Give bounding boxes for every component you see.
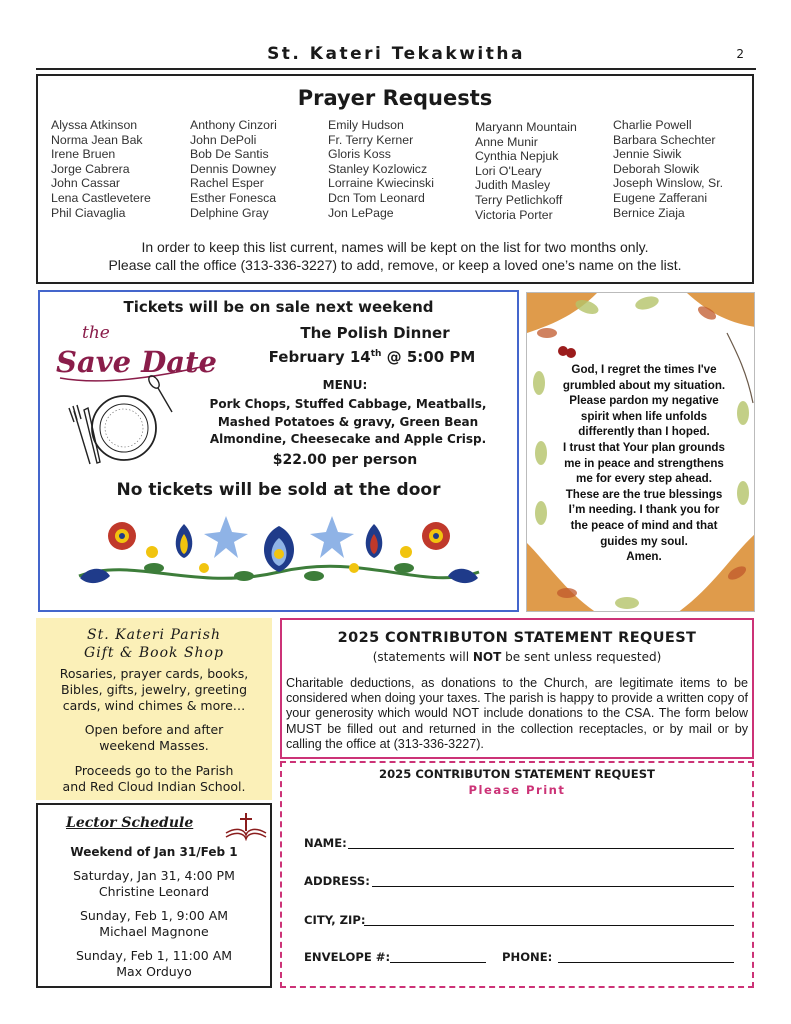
- prayer-name: Norma Jean Bak: [51, 132, 143, 147]
- gift-proceeds-line: Proceeds go to the Parish: [74, 763, 234, 778]
- prayer-name: Terry Petlichkoff: [475, 192, 563, 207]
- prayer-name: Barbara Schechter: [613, 132, 716, 147]
- lector-time: Sunday, Feb 1, 11:00 AM: [75, 948, 233, 963]
- prayer-name: Jon LePage: [328, 205, 394, 220]
- prayer-name: Delphine Gray: [190, 205, 269, 220]
- folk-tulip-icon: [176, 524, 193, 558]
- polish-folk-art-border: [74, 506, 484, 594]
- lector-name: Christine Leonard: [98, 883, 210, 899]
- prayer-name: Lori O'Leary: [475, 163, 542, 178]
- form-title: 2025 CONTRIBUTON STATEMENT REQUEST: [379, 767, 655, 781]
- prayer-requests-box: [36, 74, 754, 284]
- lector-name: Max Orduyo: [116, 963, 192, 979]
- prayer-names-column-4: [475, 120, 577, 222]
- plate-icon: [92, 396, 156, 460]
- city-zip-field[interactable]: [364, 924, 734, 926]
- gift-shop-box: [36, 618, 272, 800]
- gift-proceeds-line: and Red Cloud Indian School.: [62, 779, 246, 794]
- statement-request-form: [280, 761, 754, 988]
- lector-entry: [38, 908, 270, 939]
- folk-flower-icon: [422, 522, 450, 550]
- ticket-sale-notice: Tickets will be on sale next weekend: [123, 298, 434, 316]
- folk-tulip-icon: [366, 524, 383, 558]
- prayer-name: Charlie Powell: [613, 118, 692, 132]
- menu-items: [200, 396, 496, 449]
- address-label: ADDRESS:: [304, 874, 370, 888]
- name-field[interactable]: [348, 847, 734, 849]
- prayer-list-policy-note: [38, 238, 752, 274]
- lector-time: Saturday, Jan 31, 4:00 PM: [73, 868, 235, 883]
- prayer-name: Lorraine Kwiecinski: [328, 176, 434, 191]
- phone-field[interactable]: [558, 961, 734, 963]
- prayer-names-column-1: [51, 118, 151, 220]
- contribution-title: 2025 CONTRIBUTON STATEMENT REQUEST: [337, 630, 697, 646]
- prayer-line: I trust that Your plan grounds: [563, 440, 725, 454]
- prayer-name: Fr. Terry Kerner: [328, 132, 414, 147]
- prayer-card: [526, 292, 755, 612]
- folk-center-flower-icon: [264, 526, 294, 572]
- save-the-date-graphic: [54, 316, 224, 466]
- policy-line: In order to keep this list current, names will be kept on the list for two months only.: [141, 239, 649, 255]
- form-print-note: Please Print: [468, 783, 566, 797]
- prayer-name: Emily Hudson: [328, 118, 404, 132]
- contribution-subtitle: [282, 650, 752, 664]
- prayer-name: Victoria Porter: [475, 207, 553, 222]
- prayer-line: grumbled about my situation.: [562, 378, 726, 392]
- prayer-name: Bernice Ziaja: [613, 205, 685, 220]
- page-number: 2: [736, 47, 744, 61]
- phone-label: PHONE:: [502, 950, 553, 964]
- date-suffix-ordinal: th: [370, 349, 382, 359]
- page-title: St. Kateri Tekakwitha: [267, 44, 525, 64]
- prayer-name: Jorge Cabrera: [51, 161, 130, 176]
- fork-icon: [69, 405, 90, 464]
- gift-shop-title: [36, 626, 272, 662]
- prayer-name: John Cassar: [51, 176, 121, 191]
- prayer-text: [557, 362, 731, 565]
- prayer-name: Stanley Kozlowicz: [328, 161, 428, 176]
- lector-schedule-box: [36, 803, 272, 988]
- prayer-name: Jennie Siwik: [613, 147, 682, 162]
- subtitle-emphasis: NOT: [472, 650, 502, 664]
- prayer-names-column-5: [613, 118, 723, 220]
- gift-items-line: Bibles, gifts, jewelry, greeting: [61, 682, 247, 697]
- envelope-field[interactable]: [390, 961, 486, 963]
- dinner-event-date: [222, 348, 522, 366]
- prayer-line: me in peace and strengthens: [564, 456, 724, 470]
- prayer-requests-title: Prayer Requests: [297, 86, 493, 110]
- prayer-name: Dennis Downey: [190, 161, 277, 176]
- prayer-name: Bob De Santis: [190, 147, 269, 162]
- name-label: NAME:: [304, 836, 347, 850]
- prayer-name: Esther Fonesca: [190, 190, 277, 205]
- policy-line: Please call the office (313-336-3227) to add, remove, or keep a loved one’s name on the list.: [108, 257, 682, 273]
- gift-shop-items: [40, 666, 268, 714]
- prayer-line: the peace of mind and that: [570, 518, 718, 532]
- gift-hours-line: Open before and after: [84, 722, 224, 737]
- gift-hours-line: weekend Masses.: [99, 738, 209, 753]
- lector-name: Michael Magnone: [99, 923, 209, 939]
- save-the-word: the: [82, 323, 110, 343]
- date-text: February 14: [268, 348, 371, 366]
- prayer-names-column-3: [328, 118, 434, 220]
- berries-icon: [558, 346, 576, 358]
- folk-flower-icon: [108, 522, 136, 550]
- address-field[interactable]: [372, 885, 734, 887]
- spoon-icon: [147, 374, 172, 412]
- prayer-line: These are the true blessings: [565, 487, 723, 501]
- prayer-name: Gloris Koss: [328, 147, 391, 162]
- prayer-name: Deborah Slowik: [613, 161, 700, 176]
- prayer-line: differently than I hoped.: [578, 425, 710, 439]
- date-time: @ 5:00 PM: [381, 348, 476, 366]
- prayer-name: Irene Bruen: [51, 147, 116, 162]
- prayer-name: Rachel Esper: [190, 176, 264, 191]
- gift-shop-hours: [40, 722, 268, 754]
- polish-dinner-flyer: [38, 290, 519, 612]
- city-zip-label: CITY, ZIP:: [304, 913, 366, 927]
- dinner-event-name: The Polish Dinner: [300, 324, 450, 342]
- lector-weekend: Weekend of Jan 31/Feb 1: [70, 845, 238, 859]
- prayer-name: Dcn Tom Leonard: [328, 190, 425, 205]
- bible-cross-icon: [224, 811, 268, 841]
- prayer-line: guides my soul.: [600, 534, 688, 548]
- contribution-statement-box: [280, 618, 754, 759]
- no-door-tickets-notice: No tickets will be sold at the door: [116, 480, 441, 500]
- prayer-line: God, I regret the times I've: [571, 363, 717, 376]
- prayer-name: Alyssa Atkinson: [51, 118, 138, 132]
- contribution-body: Charitable deductions, as donations to the Church, are legitimate items to be considered when doing your taxes. The parish is happy to provide a written copy of your generosity which would NOT include donations to the CSA. The form below MUST be filled out and returned in the collection receptacles, or by mail or by calling the office at (313-336-3227).: [286, 676, 748, 751]
- prayer-name: Lena Castlevetere: [51, 190, 151, 205]
- prayer-names-column-2: [190, 118, 277, 220]
- gift-items-line: Rosaries, prayer cards, books,: [59, 666, 249, 681]
- lector-schedule-title: Lector Schedule: [66, 815, 194, 831]
- folk-star-flower-icon: [204, 516, 248, 558]
- gift-shop-proceeds: [40, 763, 268, 795]
- gift-shop-title-line: St. Kateri Parish: [87, 627, 221, 643]
- prayer-name: Anthony Cinzori: [190, 118, 277, 132]
- prayer-line: Please pardon my negative: [569, 394, 719, 408]
- lector-time: Sunday, Feb 1, 9:00 AM: [79, 908, 229, 923]
- menu-label: MENU:: [322, 378, 368, 392]
- subtitle-text: be sent unless requested): [501, 650, 662, 664]
- prayer-name: Phil Ciavaglia: [51, 205, 126, 220]
- menu-line: Pork Chops, Stuffed Cabbage, Meatballs,: [209, 397, 487, 411]
- prayer-name: Joseph Winslow, Sr.: [613, 176, 724, 191]
- prayer-name: Eugene Zafferani: [613, 190, 708, 205]
- prayer-line: me for every step ahead.: [576, 472, 712, 486]
- lector-entry: [38, 948, 270, 979]
- menu-line: Almondine, Cheesecake and Apple Crisp.: [209, 432, 487, 446]
- save-date-script: Save Date: [56, 345, 217, 379]
- gift-shop-title-line: Gift & Book Shop: [84, 645, 224, 661]
- envelope-label: ENVELOPE #:: [304, 950, 391, 964]
- folk-star-flower-icon: [310, 516, 354, 558]
- gift-items-line: cards, wind chimes & more…: [62, 698, 246, 713]
- subtitle-text: (statements will: [372, 650, 473, 664]
- prayer-line: I’m needing. I thank you for: [568, 503, 720, 517]
- prayer-name: Judith Masley: [475, 178, 551, 193]
- prayer-line: Amen.: [626, 550, 662, 564]
- lector-entry: [38, 868, 270, 899]
- prayer-name: Anne Munir: [475, 134, 538, 149]
- prayer-name: Cynthia Nepjuk: [475, 149, 559, 164]
- page-header: [36, 44, 756, 70]
- prayer-name: John DePoli: [190, 132, 257, 147]
- menu-line: Mashed Potatoes & gravy, Green Bean: [217, 414, 479, 429]
- prayer-name: Maryann Mountain: [475, 120, 577, 134]
- dinner-price: $22.00 per person: [272, 452, 418, 468]
- prayer-line: spirit when life unfolds: [580, 409, 708, 423]
